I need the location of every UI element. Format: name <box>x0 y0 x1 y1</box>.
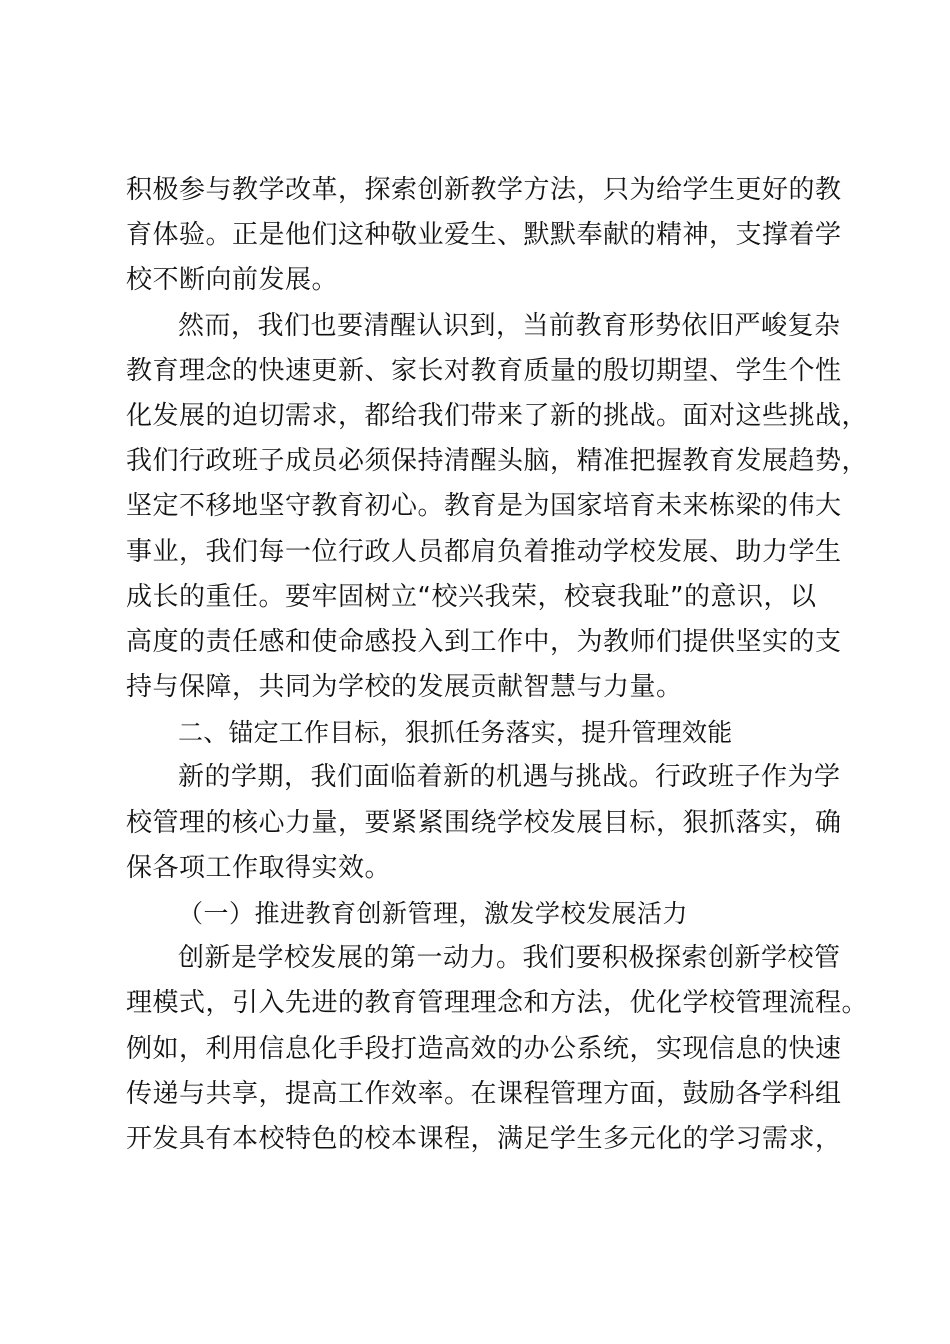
paragraph-line: 坚定不移地坚守教育初心。教育是为国家培育未来栋梁的伟大 <box>126 491 842 522</box>
section-heading: 二、锚定工作目标，狠抓任务落实，提升管理效能 <box>178 718 733 748</box>
paragraph-line: 然而，我们也要清醒认识到，当前教育形势依旧严峻复杂 <box>178 310 841 341</box>
paragraph-line: 例如，利用信息化手段打造高效的办公系统，实现信息的快速 <box>126 1033 842 1064</box>
paragraph-line: 校管理的核心力量，要紧紧围绕学校发展目标，狠抓落实，确 <box>126 807 842 838</box>
paragraph-line: 持与保障，共同为学校的发展贡献智慧与力量。 <box>126 672 683 703</box>
paragraph-line: 积极参与教学改革，探索创新教学方法，只为给学生更好的教 <box>126 175 842 205</box>
subsection-heading: （一）推进教育创新管理，激发学校发展活力 <box>178 899 689 928</box>
paragraph-line: 成长的重任。要牢固树立“校兴我荣，校衰我耻”的意识，以 <box>126 581 817 612</box>
paragraph-line: 我们行政班子成员必须保持清醒头脑，精准把握教育发展趋势， <box>126 446 869 477</box>
paragraph-line: 新的学期，我们面临着新的机遇与挑战。行政班子作为学 <box>178 762 841 793</box>
paragraph-line: 保各项工作取得实效。 <box>126 852 392 883</box>
document-body <box>126 168 869 1162</box>
paragraph-line: 事业，我们每一位行政人员都肩负着推动学校发展、助力学生 <box>126 536 842 567</box>
paragraph-line: 校不断向前发展。 <box>126 265 339 296</box>
paragraph-line: 育体验。正是他们这种敬业爱生、默默奉献的精神，支撑着学 <box>126 220 842 251</box>
paragraph-line: 理模式，引入先进的教育管理理念和方法，优化学校管理流程。 <box>126 988 869 1019</box>
paragraph-line: 开发具有本校特色的校本课程，满足学生多元化的学习需求， <box>126 1123 842 1154</box>
paragraph-line: 创新是学校发展的第一动力。我们要积极探索创新学校管 <box>178 943 841 974</box>
paragraph-line: 传递与共享，提高工作效率。在课程管理方面，鼓励各学科组 <box>126 1078 842 1109</box>
paragraph-line: 教育理念的快速更新、家长对教育质量的殷切期望、学生个性 <box>126 355 842 386</box>
paragraph-line: 高度的责任感和使命感投入到工作中，为教师们提供坚实的支 <box>126 626 842 657</box>
paragraph-line: 化发展的迫切需求，都给我们带来了新的挑战。面对这些挑战， <box>126 400 869 431</box>
